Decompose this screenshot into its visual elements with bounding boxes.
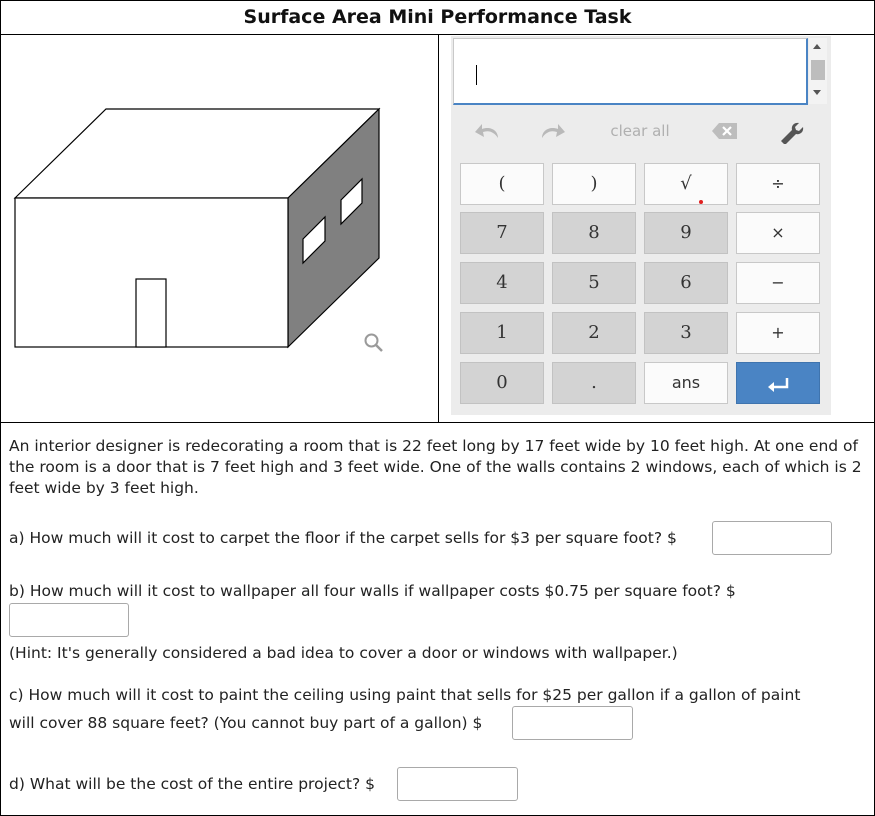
- clear-all-button[interactable]: clear all: [610, 122, 670, 140]
- wrench-icon: [777, 120, 805, 144]
- scroll-up-icon[interactable]: [813, 44, 821, 49]
- page-title: Surface Area Mini Performance Task: [1, 1, 874, 35]
- answer-b-input[interactable]: [9, 603, 129, 637]
- key-3[interactable]: 3: [644, 312, 728, 354]
- figure-panel: [1, 34, 438, 422]
- question-c-text-line2: will cover 88 square feet? (You cannot buy part of a gallon) $: [9, 714, 483, 732]
- box-figure: [1, 34, 438, 422]
- settings-button[interactable]: [773, 116, 809, 146]
- answer-d-input[interactable]: [397, 767, 518, 801]
- magnifier-icon[interactable]: [363, 332, 385, 354]
- answer-a-input[interactable]: [712, 521, 832, 555]
- section-divider: [1, 422, 874, 423]
- hint-text: (Hint: It's generally considered a bad idea to cover a door or windows with wallpaper.): [9, 644, 678, 662]
- key-minus[interactable]: −: [736, 262, 820, 304]
- key-close-paren[interactable]: ): [552, 163, 636, 205]
- problem-intro: An interior designer is redecorating a room that is 22 feet long by 17 feet wide by 10 feet high. At one end of the room is a door that is 7 feet high and 3 feet wide. One of the walls contains 2 windows, each of which is 2 feet wide by 3 feet high.: [9, 437, 862, 497]
- key-divide[interactable]: ÷: [736, 163, 820, 205]
- key-2[interactable]: 2: [552, 312, 636, 354]
- key-plus[interactable]: +: [736, 312, 820, 354]
- question-c-text-line1: c) How much will it cost to paint the ceiling using paint that sells for $25 per gallon if a gallon of paint: [9, 686, 801, 704]
- question-d-text: d) What will be the cost of the entire project? $: [9, 775, 376, 793]
- key-decimal[interactable]: .: [552, 362, 636, 404]
- question-a-text: a) How much will it cost to carpet the floor if the carpet sells for $3 per square foot? $: [9, 529, 677, 547]
- sqrt-dot-marker: [699, 200, 703, 204]
- scroll-thumb[interactable]: [811, 60, 825, 80]
- key-7[interactable]: 7: [460, 212, 544, 254]
- key-ans[interactable]: ans: [644, 362, 728, 404]
- calculator-display[interactable]: [453, 38, 808, 105]
- redo-arrow-icon: [538, 120, 568, 142]
- key-9[interactable]: 9: [644, 212, 728, 254]
- key-open-paren[interactable]: (: [460, 163, 544, 205]
- panel-divider: [438, 34, 439, 422]
- key-1[interactable]: 1: [460, 312, 544, 354]
- key-enter[interactable]: [736, 362, 820, 404]
- answer-c-input[interactable]: [512, 706, 633, 740]
- key-8[interactable]: 8: [552, 212, 636, 254]
- backspace-icon: [710, 120, 740, 142]
- sqrt-label: √: [680, 173, 692, 194]
- undo-arrow-icon: [472, 120, 502, 142]
- key-0[interactable]: 0: [460, 362, 544, 404]
- enter-return-icon: [763, 374, 793, 394]
- scroll-down-icon[interactable]: [813, 90, 821, 95]
- key-sqrt[interactable]: [644, 163, 728, 205]
- key-multiply[interactable]: ×: [736, 212, 820, 254]
- question-b-text: b) How much will it cost to wallpaper all four walls if wallpaper costs $0.75 per square foot? $: [9, 582, 736, 600]
- key-6[interactable]: 6: [644, 262, 728, 304]
- undo-button[interactable]: [469, 116, 505, 146]
- calculator: [451, 36, 831, 415]
- key-4[interactable]: 4: [460, 262, 544, 304]
- text-caret: [476, 65, 477, 85]
- redo-button[interactable]: [535, 116, 571, 146]
- key-5[interactable]: 5: [552, 262, 636, 304]
- backspace-button[interactable]: [707, 116, 743, 146]
- door-shape: [136, 279, 166, 347]
- display-scrollbar[interactable]: [809, 38, 827, 104]
